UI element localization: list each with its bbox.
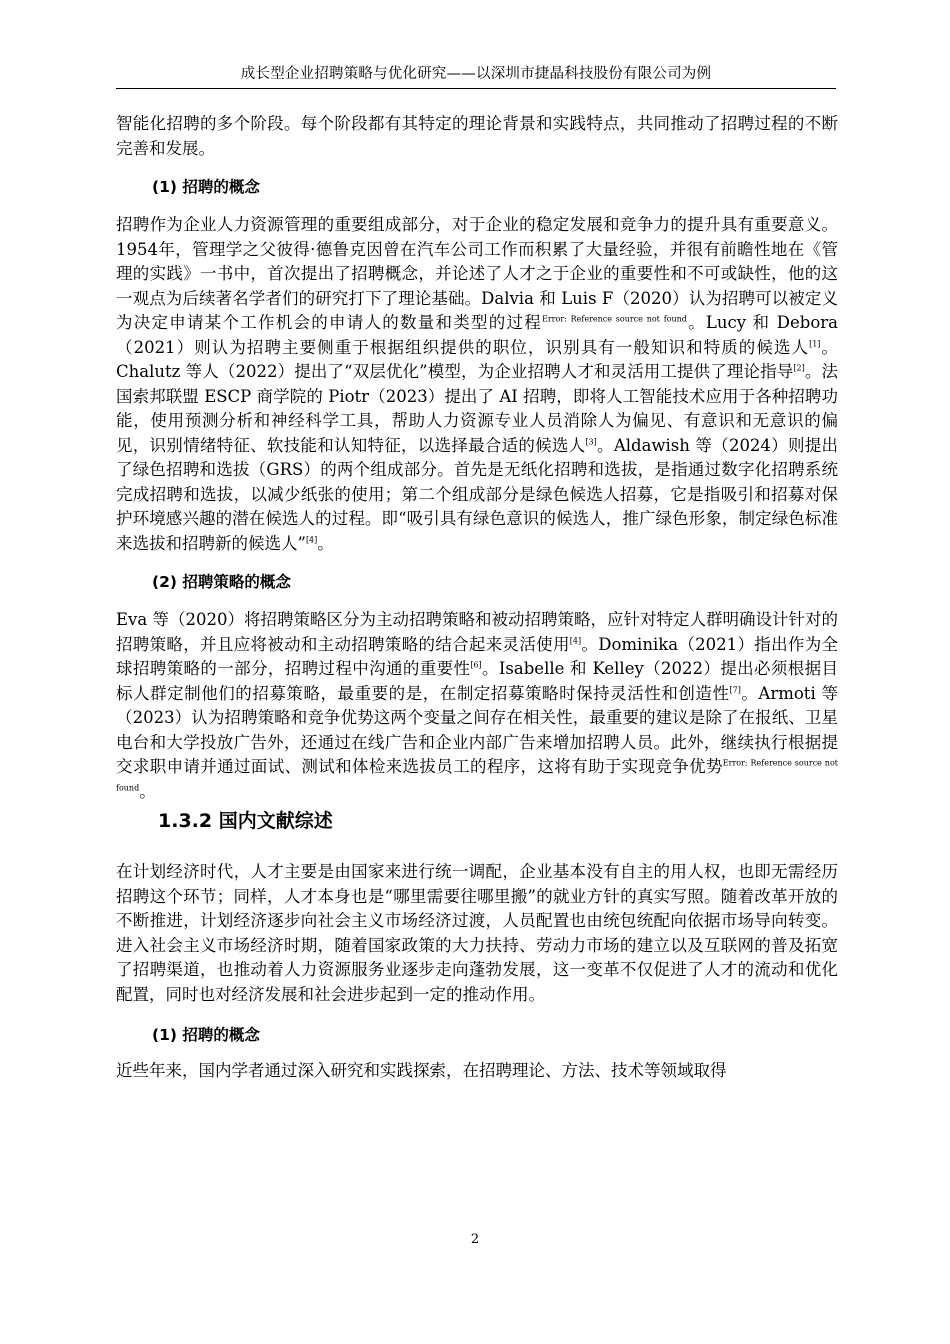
- page-body: [116, 112, 838, 1084]
- paragraph-recruitment-strategy: [116, 608, 838, 804]
- header-rule: [116, 88, 836, 89]
- text-run: Eva 等（2020）将招聘策略区分为主动招聘策略和被动招聘策略，应针对特定人群明确设计针对的招聘策略，并且应将被动和主动招聘策略的结合起来灵活使用: [116, 610, 838, 654]
- text-run: 。: [139, 781, 156, 801]
- subheading-recruitment-concept: (1) 招聘的概念: [152, 178, 260, 196]
- text-run: 招聘作为企业人力资源管理的重要组成部分，对于企业的稳定发展和竞争力的提升具有重要意义。1954年，管理学之父彼得·德鲁克因曾在汽车公司工作而积累了大量经验，并很有前瞻性地在《管理的实践》一书中，首次提出了招聘概念，并论述了人才之于企业的重要性和不可或缺性，他的这一观点为后续著名学者们的研究打下了理论基础。Dalvia 和 Luis F（2020）认为招聘可以被定义为决定申请某个工作机会的申请人的数量和类型的过程: [116, 215, 838, 332]
- subheading-recruitment-concept-domestic: (1) 招聘的概念: [152, 1026, 260, 1044]
- section-heading-domestic-review: 1.3.2 国内文献综述: [158, 810, 333, 832]
- citation-error: Error: Reference source not found: [542, 314, 687, 324]
- citation: [2]: [793, 363, 805, 373]
- text-run: 。Aldawish 等（2024）则提出了绿色招聘和选拔（GRS）的两个组成部分。首先是无纸化招聘和选拔，是指通过数字化招聘系统完成招聘和选拔，以减少纸张的使用；第二个组成部分是绿色候选人招募，它是指吸引和招募对保护环境感兴趣的潜在候选人的过程。即“吸引具有绿色意识的候选人，推广绿色形象，制定绿色标准来选拔和招聘新的候选人”: [116, 435, 838, 553]
- subheading-recruitment-strategy: (2) 招聘策略的概念: [152, 573, 291, 591]
- page-number: 2: [470, 1232, 480, 1247]
- paragraph-domestic-review: 在计划经济时代，人才主要是由国家来进行统一调配，企业基本没有自主的用人权，也即无需经历招聘这个环节；同样，人才本身也是“哪里需要往哪里搬”的就业方针的真实写照。随着改革开放的不断推进，计划经济逐步向社会主义市场经济过渡，人员配置也由统包统配向依据市场导向转变。进入社会主义市场经济时期，随着国家政策的大力扶持、劳动力市场的建立以及互联网的普及拓宽了招聘渠道，也推动着人力资源服务业逐步走向蓬勃发展，这一变革不仅促进了人才的流动和优化配置，同时也对经济发展和社会进步起到一定的推动作用。: [116, 862, 838, 1004]
- paragraph-domestic-concept-start: 近些年来，国内学者通过深入研究和实践探索，在招聘理论、方法、技术等领域取得: [116, 1061, 727, 1080]
- citation: [4]: [305, 535, 318, 544]
- citation: [3]: [585, 437, 597, 446]
- text-run: 。Chalutz 等人（2022）提出了“双层优化”模型，为企业招聘人才和灵活用工提供了理论指导: [116, 337, 839, 381]
- text-run: 。Dominika（2021）指出作为全球招聘策略的一部分，招聘过程中沟通的重要性: [116, 634, 839, 678]
- text-run: 。Lucy 和 Debora（2021）则认为招聘主要侧重于根据组织提供的职位，识别具有一般知识和特质的候选人: [116, 313, 839, 357]
- text-run: 。: [317, 533, 334, 553]
- citation: [1]: [809, 339, 821, 348]
- text-run: 。法国索邦联盟 ESCP 商学院的 Piotr（2023）提出了 AI 招聘，即将人工智能技术应用于各种招聘功能，使用预测分析和神经科学工具，帮助人力资源专业人员消除人为偏见、有意识和无意识的偏见，识别情绪特征、软技能和认知特征，以选择最合适的候选人: [116, 362, 838, 455]
- text-run: 。Isabelle 和 Kelley（2022）提出必须根据目标人群定制他们的招募策略，最重要的是，在制定招募策略时保持灵活性和创造性: [116, 659, 838, 703]
- running-header: 成长型企业招聘策略与优化研究——以深圳市捷晶科技股份有限公司为例: [240, 66, 712, 82]
- paragraph-foreign-recruitment-concept: [116, 213, 838, 556]
- citation-error: Error: Reference source not found: [116, 758, 838, 792]
- text-run: 。Armoti 等（2023）认为招聘策略和竞争优势这两个变量之间存在相关性，最重要的建议是除了在报纸、卫星电台和大学投放广告外，还通过在线广告和企业内部广告来增加招聘人员。此外，继续执行根据提交求职申请并通过面试、测试和体检来选拔员工的程序，这将有助于实现竞争优势: [116, 683, 839, 776]
- intro-paragraph: 智能化招聘的多个阶段。每个阶段都有其特定的理论背景和实践特点，共同推动了招聘过程的不断完善和发展。: [116, 114, 838, 158]
- citation: [7]: [729, 685, 741, 694]
- citation: [4]: [569, 636, 582, 645]
- citation: [6]: [470, 660, 482, 670]
